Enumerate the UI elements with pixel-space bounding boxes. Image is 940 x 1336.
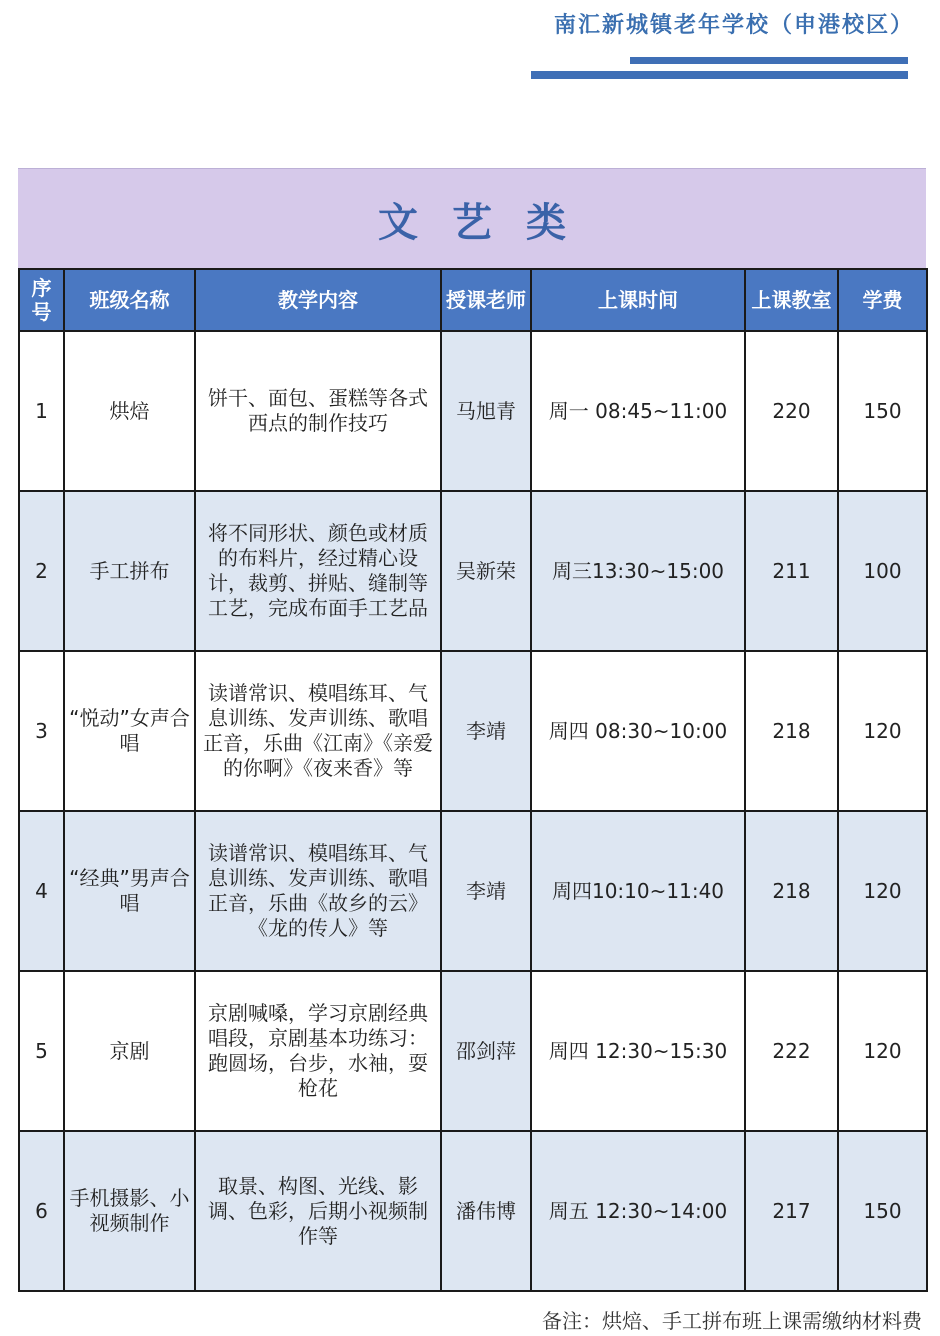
table-row (19, 331, 927, 491)
cell-time: 周一 08:45~11:00 (531, 331, 745, 491)
cell-room: 211 (745, 491, 838, 651)
header-room: 上课教室 (745, 269, 838, 331)
cell-time: 周五 12:30~14:00 (531, 1131, 745, 1291)
header-decor-bar-long (531, 71, 908, 79)
header-class-name: 班级名称 (64, 269, 195, 331)
cell-room: 222 (745, 971, 838, 1131)
header-teacher: 授课老师 (441, 269, 531, 331)
cell-class-name: 京剧 (64, 971, 195, 1131)
cell-class-name: “经典”男声合唱 (64, 811, 195, 971)
cell-fee: 120 (838, 971, 927, 1131)
cell-teacher: 李靖 (441, 811, 531, 971)
section-header (18, 168, 926, 269)
table-row (19, 651, 927, 811)
table-row (19, 811, 927, 971)
cell-time: 周四10:10~11:40 (531, 811, 745, 971)
cell-room: 217 (745, 1131, 838, 1291)
section-title: 文艺类 (378, 199, 600, 246)
cell-time: 周四 12:30~15:30 (531, 971, 745, 1131)
course-table (18, 268, 928, 1292)
cell-time: 周三13:30~15:00 (531, 491, 745, 651)
cell-teacher: 邵剑萍 (441, 971, 531, 1131)
table-row (19, 491, 927, 651)
cell-class-name: “悦动”女声合唱 (64, 651, 195, 811)
cell-content: 饼干、面包、蛋糕等各式西点的制作技巧 (195, 331, 441, 491)
cell-content: 读谱常识、模唱练耳、气息训练、发声训练、歌唱 正音，乐曲《江南》《亲爱的你啊》《夜来香》等 (195, 651, 441, 811)
header-no: 序号 (19, 269, 64, 331)
cell-fee: 150 (838, 331, 927, 491)
cell-no: 2 (19, 491, 64, 651)
header-fee: 学费 (838, 269, 927, 331)
table-row (19, 971, 927, 1131)
cell-fee: 120 (838, 811, 927, 971)
cell-fee: 120 (838, 651, 927, 811)
footer-note: 备注：烘焙、手工拼布班上课需缴纳材料费 (542, 1309, 922, 1333)
cell-teacher: 潘伟博 (441, 1131, 531, 1291)
cell-content: 将不同形状、颜色或材质的布料片，经过精心设计，裁剪、拼贴、缝制等工艺，完成布面手工艺品 (195, 491, 441, 651)
cell-time: 周四 08:30~10:00 (531, 651, 745, 811)
cell-room: 218 (745, 811, 838, 971)
cell-class-name: 手工拼布 (64, 491, 195, 651)
cell-class-name: 烘焙 (64, 331, 195, 491)
cell-no: 5 (19, 971, 64, 1131)
cell-room: 218 (745, 651, 838, 811)
cell-teacher: 吴新荣 (441, 491, 531, 651)
table-row (19, 1131, 927, 1291)
table-header-row (19, 269, 927, 331)
header-time: 上课时间 (531, 269, 745, 331)
cell-no: 1 (19, 331, 64, 491)
cell-no: 4 (19, 811, 64, 971)
cell-teacher: 马旭青 (441, 331, 531, 491)
school-name: 南汇新城镇老年学校（申港校区） (553, 13, 914, 38)
cell-class-name: 手机摄影、小视频制作 (64, 1131, 195, 1291)
cell-room: 220 (745, 331, 838, 491)
cell-teacher: 李靖 (441, 651, 531, 811)
cell-fee: 150 (838, 1131, 927, 1291)
header-decor-bar-short (630, 57, 908, 64)
cell-content: 取景、构图、光线、影调、色彩，后期小视频制作等 (195, 1131, 441, 1291)
cell-fee: 100 (838, 491, 927, 651)
cell-content: 京剧喊嗓，学习京剧经典唱段，京剧基本功练习：跑圆场，台步，水袖，耍枪花 (195, 971, 441, 1131)
cell-no: 6 (19, 1131, 64, 1291)
cell-content: 读谱常识、模唱练耳、气息训练、发声训练、歌唱 正音，乐曲《故乡的云》《龙的传人》等 (195, 811, 441, 971)
header-content: 教学内容 (195, 269, 441, 331)
cell-no: 3 (19, 651, 64, 811)
